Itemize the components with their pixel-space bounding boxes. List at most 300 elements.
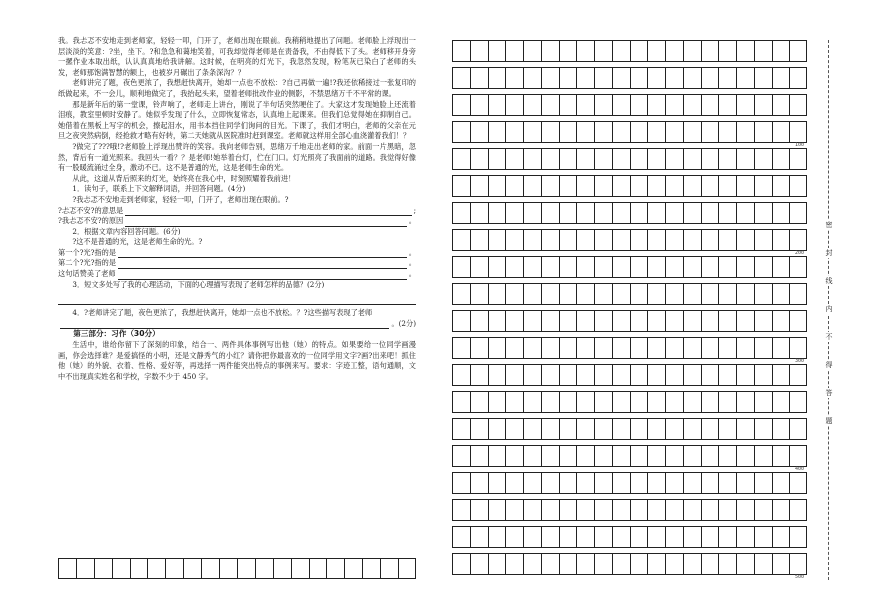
grid-cell[interactable] xyxy=(523,446,541,466)
grid-cell[interactable] xyxy=(701,554,719,574)
grid-cell[interactable] xyxy=(541,500,559,520)
grid-row[interactable] xyxy=(452,391,807,413)
grid-cell[interactable] xyxy=(576,365,594,385)
grid-cell[interactable] xyxy=(541,446,559,466)
grid-cell[interactable] xyxy=(470,338,488,358)
grid-cell[interactable] xyxy=(523,149,541,169)
grid-cell[interactable] xyxy=(718,527,736,547)
grid-cell[interactable] xyxy=(736,257,754,277)
grid-row[interactable] xyxy=(452,202,807,224)
grid-row[interactable] xyxy=(452,310,807,332)
grid-row[interactable] xyxy=(452,337,807,359)
grid-cell[interactable] xyxy=(165,559,183,578)
grid-cell[interactable] xyxy=(718,554,736,574)
grid-cell[interactable] xyxy=(505,365,523,385)
grid-cell[interactable] xyxy=(470,41,488,61)
grid-cell[interactable] xyxy=(701,311,719,331)
grid-cell[interactable] xyxy=(594,527,612,547)
grid-cell[interactable] xyxy=(470,284,488,304)
grid-cell[interactable] xyxy=(736,446,754,466)
answer-blank-1b[interactable] xyxy=(125,217,407,227)
grid-cell[interactable] xyxy=(665,203,683,223)
grid-cell[interactable] xyxy=(683,338,701,358)
grid-cell[interactable] xyxy=(683,284,701,304)
grid-cell[interactable] xyxy=(541,95,559,115)
grid-cell[interactable] xyxy=(559,176,577,196)
grid-cell[interactable] xyxy=(147,559,165,578)
grid-cell[interactable] xyxy=(701,419,719,439)
grid-cell[interactable] xyxy=(718,500,736,520)
grid-cell[interactable] xyxy=(665,500,683,520)
grid-cell[interactable] xyxy=(772,68,790,88)
grid-cell[interactable] xyxy=(488,554,506,574)
grid-cell[interactable] xyxy=(452,284,470,304)
grid-cell[interactable] xyxy=(789,230,807,250)
grid-cell[interactable] xyxy=(488,284,506,304)
grid-cell[interactable] xyxy=(701,392,719,412)
grid-cell[interactable] xyxy=(736,365,754,385)
grid-cell[interactable] xyxy=(505,284,523,304)
grid-cell[interactable] xyxy=(772,527,790,547)
grid-cell[interactable] xyxy=(718,446,736,466)
grid-cell[interactable] xyxy=(630,68,648,88)
grid-cell[interactable] xyxy=(594,203,612,223)
grid-cell[interactable] xyxy=(470,365,488,385)
grid-row[interactable] xyxy=(452,364,807,386)
grid-cell[interactable] xyxy=(683,68,701,88)
grid-cell[interactable] xyxy=(665,95,683,115)
grid-cell[interactable] xyxy=(452,176,470,196)
grid-cell[interactable] xyxy=(594,392,612,412)
answer-blank-2a[interactable] xyxy=(118,248,407,258)
grid-cell[interactable] xyxy=(183,559,201,578)
grid-cell[interactable] xyxy=(94,559,112,578)
grid-cell[interactable] xyxy=(505,41,523,61)
grid-cell[interactable] xyxy=(559,392,577,412)
grid-cell[interactable] xyxy=(594,230,612,250)
grid-cell[interactable] xyxy=(665,554,683,574)
grid-cell[interactable] xyxy=(630,365,648,385)
grid-cell[interactable] xyxy=(647,176,665,196)
grid-cell[interactable] xyxy=(772,122,790,142)
grid-cell[interactable] xyxy=(594,122,612,142)
grid-cell[interactable] xyxy=(665,257,683,277)
grid-cell[interactable] xyxy=(754,176,772,196)
grid-cell[interactable] xyxy=(718,392,736,412)
grid-cell[interactable] xyxy=(452,392,470,412)
grid-cell[interactable] xyxy=(647,500,665,520)
grid-cell[interactable] xyxy=(470,554,488,574)
grid-cell[interactable] xyxy=(505,95,523,115)
grid-cell[interactable] xyxy=(665,311,683,331)
grid-cell[interactable] xyxy=(683,392,701,412)
answer-line-1a[interactable] xyxy=(58,206,416,217)
grid-cell[interactable] xyxy=(488,392,506,412)
grid-cell[interactable] xyxy=(362,559,380,578)
grid-cell[interactable] xyxy=(488,338,506,358)
grid-cell[interactable] xyxy=(718,419,736,439)
grid-cell[interactable] xyxy=(541,527,559,547)
grid-cell[interactable] xyxy=(772,203,790,223)
grid-cell[interactable] xyxy=(683,230,701,250)
grid-cell[interactable] xyxy=(523,365,541,385)
answer-line-2a[interactable] xyxy=(58,248,416,259)
grid-cell[interactable] xyxy=(701,473,719,493)
grid-cell[interactable] xyxy=(683,365,701,385)
grid-cell[interactable] xyxy=(772,149,790,169)
grid-cell[interactable] xyxy=(754,122,772,142)
grid-cell[interactable] xyxy=(612,419,630,439)
grid-cell[interactable] xyxy=(754,527,772,547)
grid-cell[interactable] xyxy=(736,527,754,547)
grid-cell[interactable] xyxy=(523,392,541,412)
grid-cell[interactable] xyxy=(647,257,665,277)
grid-cell[interactable] xyxy=(541,473,559,493)
grid-cell[interactable] xyxy=(683,446,701,466)
grid-cell[interactable] xyxy=(594,338,612,358)
grid-cell[interactable] xyxy=(630,527,648,547)
grid-cell[interactable] xyxy=(470,203,488,223)
grid-cell[interactable] xyxy=(541,176,559,196)
grid-cell[interactable] xyxy=(576,230,594,250)
grid-cell[interactable] xyxy=(470,446,488,466)
grid-cell[interactable] xyxy=(718,311,736,331)
grid-cell[interactable] xyxy=(505,473,523,493)
grid-cell[interactable] xyxy=(754,446,772,466)
grid-cell[interactable] xyxy=(559,95,577,115)
grid-cell[interactable] xyxy=(594,473,612,493)
grid-cell[interactable] xyxy=(523,68,541,88)
grid-cell[interactable] xyxy=(754,149,772,169)
grid-cell[interactable] xyxy=(630,311,648,331)
grid-cell[interactable] xyxy=(505,203,523,223)
grid-cell[interactable] xyxy=(789,392,807,412)
grid-cell[interactable] xyxy=(559,149,577,169)
grid-cell[interactable] xyxy=(201,559,219,578)
grid-cell[interactable] xyxy=(219,559,237,578)
grid-cell[interactable] xyxy=(718,149,736,169)
grid-cell[interactable] xyxy=(470,122,488,142)
grid-cell[interactable] xyxy=(772,311,790,331)
grid-cell[interactable] xyxy=(576,311,594,331)
grid-cell[interactable] xyxy=(789,500,807,520)
grid-cell[interactable] xyxy=(559,284,577,304)
grid-cell[interactable] xyxy=(647,284,665,304)
grid-cell[interactable] xyxy=(576,41,594,61)
grid-cell[interactable] xyxy=(576,257,594,277)
grid-cell[interactable] xyxy=(647,122,665,142)
grid-cell[interactable] xyxy=(58,559,76,578)
grid-cell[interactable] xyxy=(594,311,612,331)
grid-cell[interactable] xyxy=(772,419,790,439)
grid-cell[interactable] xyxy=(576,149,594,169)
grid-cell[interactable] xyxy=(612,95,630,115)
grid-cell[interactable] xyxy=(647,392,665,412)
grid-cell[interactable] xyxy=(718,68,736,88)
grid-cell[interactable] xyxy=(789,554,807,574)
grid-cell[interactable] xyxy=(789,176,807,196)
grid-cell[interactable] xyxy=(559,68,577,88)
grid-cell[interactable] xyxy=(647,554,665,574)
grid-cell[interactable] xyxy=(505,68,523,88)
grid-cell[interactable] xyxy=(612,176,630,196)
grid-cell[interactable] xyxy=(505,149,523,169)
grid-cell[interactable] xyxy=(701,446,719,466)
grid-cell[interactable] xyxy=(789,419,807,439)
grid-cell[interactable] xyxy=(112,559,130,578)
grid-cell[interactable] xyxy=(470,500,488,520)
grid-cell[interactable] xyxy=(594,41,612,61)
grid-cell[interactable] xyxy=(630,230,648,250)
grid-cell[interactable] xyxy=(326,559,344,578)
grid-cell[interactable] xyxy=(470,149,488,169)
grid-cell[interactable] xyxy=(665,122,683,142)
grid-cell[interactable] xyxy=(488,365,506,385)
grid-row[interactable] xyxy=(452,418,807,440)
grid-cell[interactable] xyxy=(523,419,541,439)
grid-cell[interactable] xyxy=(630,392,648,412)
grid-cell[interactable] xyxy=(612,446,630,466)
grid-row[interactable] xyxy=(452,94,807,116)
answer-line-2c[interactable] xyxy=(58,269,416,280)
grid-cell[interactable] xyxy=(736,95,754,115)
grid-cell[interactable] xyxy=(630,257,648,277)
grid-cell[interactable] xyxy=(559,122,577,142)
grid-cell[interactable] xyxy=(612,230,630,250)
grid-cell[interactable] xyxy=(541,68,559,88)
grid-cell[interactable] xyxy=(488,257,506,277)
grid-cell[interactable] xyxy=(452,500,470,520)
grid-cell[interactable] xyxy=(754,500,772,520)
grid-cell[interactable] xyxy=(559,554,577,574)
grid-row[interactable] xyxy=(452,229,807,251)
grid-cell[interactable] xyxy=(273,559,291,578)
grid-cell[interactable] xyxy=(488,419,506,439)
grid-cell[interactable] xyxy=(488,95,506,115)
grid-cell[interactable] xyxy=(541,203,559,223)
grid-cell[interactable] xyxy=(523,527,541,547)
grid-cell[interactable] xyxy=(754,230,772,250)
grid-row[interactable] xyxy=(452,499,807,521)
grid-cell[interactable] xyxy=(559,365,577,385)
grid-cell[interactable] xyxy=(612,500,630,520)
grid-cell[interactable] xyxy=(665,284,683,304)
grid-row[interactable] xyxy=(452,472,807,494)
grid-cell[interactable] xyxy=(647,419,665,439)
grid-cell[interactable] xyxy=(736,500,754,520)
grid-cell[interactable] xyxy=(718,284,736,304)
grid-cell[interactable] xyxy=(452,95,470,115)
grid-cell[interactable] xyxy=(665,446,683,466)
grid-cell[interactable] xyxy=(683,203,701,223)
writing-grid-row-left[interactable] xyxy=(58,558,416,579)
grid-cell[interactable] xyxy=(505,554,523,574)
grid-cell[interactable] xyxy=(665,338,683,358)
grid-cell[interactable] xyxy=(736,149,754,169)
grid-cell[interactable] xyxy=(630,419,648,439)
grid-cell[interactable] xyxy=(130,559,148,578)
grid-cell[interactable] xyxy=(594,365,612,385)
answer-line-4[interactable] xyxy=(58,319,416,330)
grid-cell[interactable] xyxy=(718,122,736,142)
grid-cell[interactable] xyxy=(718,473,736,493)
grid-cell[interactable] xyxy=(772,230,790,250)
grid-cell[interactable] xyxy=(789,311,807,331)
grid-cell[interactable] xyxy=(789,284,807,304)
grid-cell[interactable] xyxy=(718,95,736,115)
grid-cell[interactable] xyxy=(701,41,719,61)
grid-cell[interactable] xyxy=(523,230,541,250)
grid-cell[interactable] xyxy=(718,338,736,358)
grid-cell[interactable] xyxy=(718,41,736,61)
grid-cell[interactable] xyxy=(772,473,790,493)
grid-cell[interactable] xyxy=(736,203,754,223)
grid-cell[interactable] xyxy=(665,527,683,547)
grid-cell[interactable] xyxy=(505,446,523,466)
grid-cell[interactable] xyxy=(647,527,665,547)
grid-cell[interactable] xyxy=(683,149,701,169)
grid-cell[interactable] xyxy=(612,527,630,547)
grid-cell[interactable] xyxy=(789,257,807,277)
grid-cell[interactable] xyxy=(701,95,719,115)
grid-cell[interactable] xyxy=(559,527,577,547)
grid-cell[interactable] xyxy=(523,500,541,520)
grid-cell[interactable] xyxy=(630,500,648,520)
grid-cell[interactable] xyxy=(452,122,470,142)
grid-cell[interactable] xyxy=(594,257,612,277)
grid-cell[interactable] xyxy=(576,95,594,115)
grid-cell[interactable] xyxy=(612,392,630,412)
grid-cell[interactable] xyxy=(736,554,754,574)
grid-cell[interactable] xyxy=(665,365,683,385)
grid-cell[interactable] xyxy=(630,149,648,169)
grid-cell[interactable] xyxy=(576,527,594,547)
grid-cell[interactable] xyxy=(309,559,327,578)
grid-cell[interactable] xyxy=(541,554,559,574)
grid-cell[interactable] xyxy=(665,419,683,439)
grid-cell[interactable] xyxy=(789,122,807,142)
grid-cell[interactable] xyxy=(718,365,736,385)
grid-cell[interactable] xyxy=(470,95,488,115)
grid-cell[interactable] xyxy=(523,257,541,277)
grid-cell[interactable] xyxy=(718,230,736,250)
grid-cell[interactable] xyxy=(683,122,701,142)
grid-cell[interactable] xyxy=(736,41,754,61)
grid-cell[interactable] xyxy=(255,559,273,578)
grid-cell[interactable] xyxy=(559,419,577,439)
grid-cell[interactable] xyxy=(576,338,594,358)
grid-cell[interactable] xyxy=(630,446,648,466)
grid-cell[interactable] xyxy=(452,365,470,385)
grid-cell[interactable] xyxy=(541,257,559,277)
grid-cell[interactable] xyxy=(452,527,470,547)
answer-blank-4[interactable] xyxy=(60,319,389,329)
grid-cell[interactable] xyxy=(647,68,665,88)
grid-cell[interactable] xyxy=(594,500,612,520)
grid-cell[interactable] xyxy=(789,68,807,88)
answer-line-2b[interactable] xyxy=(58,258,416,269)
grid-cell[interactable] xyxy=(523,176,541,196)
grid-cell[interactable] xyxy=(505,176,523,196)
grid-cell[interactable] xyxy=(505,419,523,439)
grid-cell[interactable] xyxy=(470,473,488,493)
grid-cell[interactable] xyxy=(612,554,630,574)
grid-cell[interactable] xyxy=(754,419,772,439)
grid-cell[interactable] xyxy=(488,176,506,196)
grid-cell[interactable] xyxy=(736,176,754,196)
grid-cell[interactable] xyxy=(576,392,594,412)
grid-cell[interactable] xyxy=(505,392,523,412)
grid-cell[interactable] xyxy=(380,559,398,578)
grid-cell[interactable] xyxy=(754,473,772,493)
grid-cell[interactable] xyxy=(772,257,790,277)
grid-cell[interactable] xyxy=(718,176,736,196)
grid-cell[interactable] xyxy=(789,473,807,493)
grid-cell[interactable] xyxy=(452,149,470,169)
grid-cell[interactable] xyxy=(612,41,630,61)
grid-cell[interactable] xyxy=(772,500,790,520)
grid-cell[interactable] xyxy=(736,473,754,493)
grid-cell[interactable] xyxy=(647,311,665,331)
answer-blank-1a[interactable] xyxy=(125,206,411,216)
grid-cell[interactable] xyxy=(665,68,683,88)
grid-row[interactable] xyxy=(452,256,807,278)
grid-cell[interactable] xyxy=(630,95,648,115)
grid-cell[interactable] xyxy=(576,284,594,304)
grid-cell[interactable] xyxy=(683,311,701,331)
grid-cell[interactable] xyxy=(772,392,790,412)
grid-cell[interactable] xyxy=(683,257,701,277)
grid-cell[interactable] xyxy=(488,203,506,223)
grid-cell[interactable] xyxy=(576,473,594,493)
grid-cell[interactable] xyxy=(505,311,523,331)
grid-cell[interactable] xyxy=(772,365,790,385)
grid-cell[interactable] xyxy=(505,122,523,142)
grid-cell[interactable] xyxy=(754,41,772,61)
grid-row[interactable] xyxy=(452,67,807,89)
grid-cell[interactable] xyxy=(612,149,630,169)
grid-cell[interactable] xyxy=(701,176,719,196)
grid-cell[interactable] xyxy=(523,122,541,142)
grid-cell[interactable] xyxy=(647,365,665,385)
grid-cell[interactable] xyxy=(754,554,772,574)
grid-cell[interactable] xyxy=(647,149,665,169)
grid-cell[interactable] xyxy=(76,559,94,578)
grid-cell[interactable] xyxy=(665,230,683,250)
grid-cell[interactable] xyxy=(789,149,807,169)
grid-cell[interactable] xyxy=(701,230,719,250)
grid-cell[interactable] xyxy=(612,203,630,223)
grid-cell[interactable] xyxy=(523,95,541,115)
grid-cell[interactable] xyxy=(789,203,807,223)
grid-cell[interactable] xyxy=(452,419,470,439)
grid-cell[interactable] xyxy=(488,149,506,169)
grid-cell[interactable] xyxy=(452,311,470,331)
grid-cell[interactable] xyxy=(772,446,790,466)
grid-cell[interactable] xyxy=(452,473,470,493)
grid-cell[interactable] xyxy=(505,257,523,277)
grid-cell[interactable] xyxy=(594,419,612,439)
grid-cell[interactable] xyxy=(683,527,701,547)
grid-cell[interactable] xyxy=(701,257,719,277)
grid-cell[interactable] xyxy=(647,338,665,358)
grid-cell[interactable] xyxy=(559,473,577,493)
grid-cell[interactable] xyxy=(470,68,488,88)
answer-blank-2c[interactable] xyxy=(118,270,407,280)
grid-cell[interactable] xyxy=(470,257,488,277)
grid-cell[interactable] xyxy=(541,41,559,61)
grid-cell[interactable] xyxy=(754,68,772,88)
